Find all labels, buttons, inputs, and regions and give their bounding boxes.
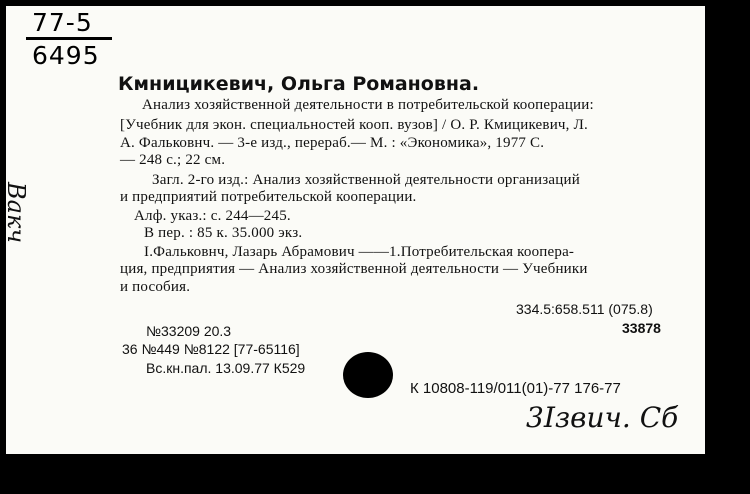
description-line: В пер. : 85 к. 35.000 экз. — [144, 225, 303, 241]
author-heading: Кмницикевич, Ольга Романовна. — [118, 73, 480, 95]
description-line: — 248 с.; 22 см. — [120, 152, 226, 168]
print-info-line: №33209 20.3 — [146, 323, 232, 339]
punch-hole — [343, 352, 393, 398]
description-line: I.Фальковнч, Лазарь Абрамович ——1.Потребительская коопера- — [144, 244, 575, 260]
description-line: Загл. 2-го изд.: Анализ хозяйственной деятельности организаций — [152, 172, 580, 188]
call-number-top: 77-5 — [32, 8, 93, 37]
description-line: и предприятий потребительской кооперации. — [120, 189, 417, 205]
catalog-code: К 10808-119/011(01)-77 176-77 — [410, 380, 621, 397]
call-number-bottom: 6495 — [32, 41, 100, 70]
print-info-line: Вс.кн.пал. 13.09.77 К529 — [146, 360, 306, 376]
description-line: ция, предприятия — Анализ хозяйственной деятельности — Учебники — [120, 261, 588, 277]
description-line: Анализ хозяйственной деятельности в потребительской кооперации: — [142, 97, 594, 113]
scan-border — [0, 454, 750, 494]
print-info-line: 36 №449 №8122 [77-65116] — [122, 341, 300, 357]
inventory-number: 33878 — [622, 320, 661, 336]
handwritten-margin-note: Вакч — [2, 182, 30, 244]
call-number-rule — [26, 37, 112, 40]
description-line: Алф. указ.: с. 244—245. — [134, 208, 291, 224]
udc-classification: 334.5:658.511 (075.8) — [516, 301, 653, 317]
description-line: А. Фальковнч. — 3-е изд., перераб.— М. : «Экономика», 1977 С. — [120, 135, 545, 151]
handwritten-signature: 3Iзвич. Сб — [526, 401, 679, 434]
description-line: и пособия. — [120, 279, 191, 295]
catalog-card — [2, 6, 705, 454]
description-line: [Учебник для экон. специальностей кооп. вузов] / О. Р. Кмицикевич, Л. — [120, 117, 588, 133]
